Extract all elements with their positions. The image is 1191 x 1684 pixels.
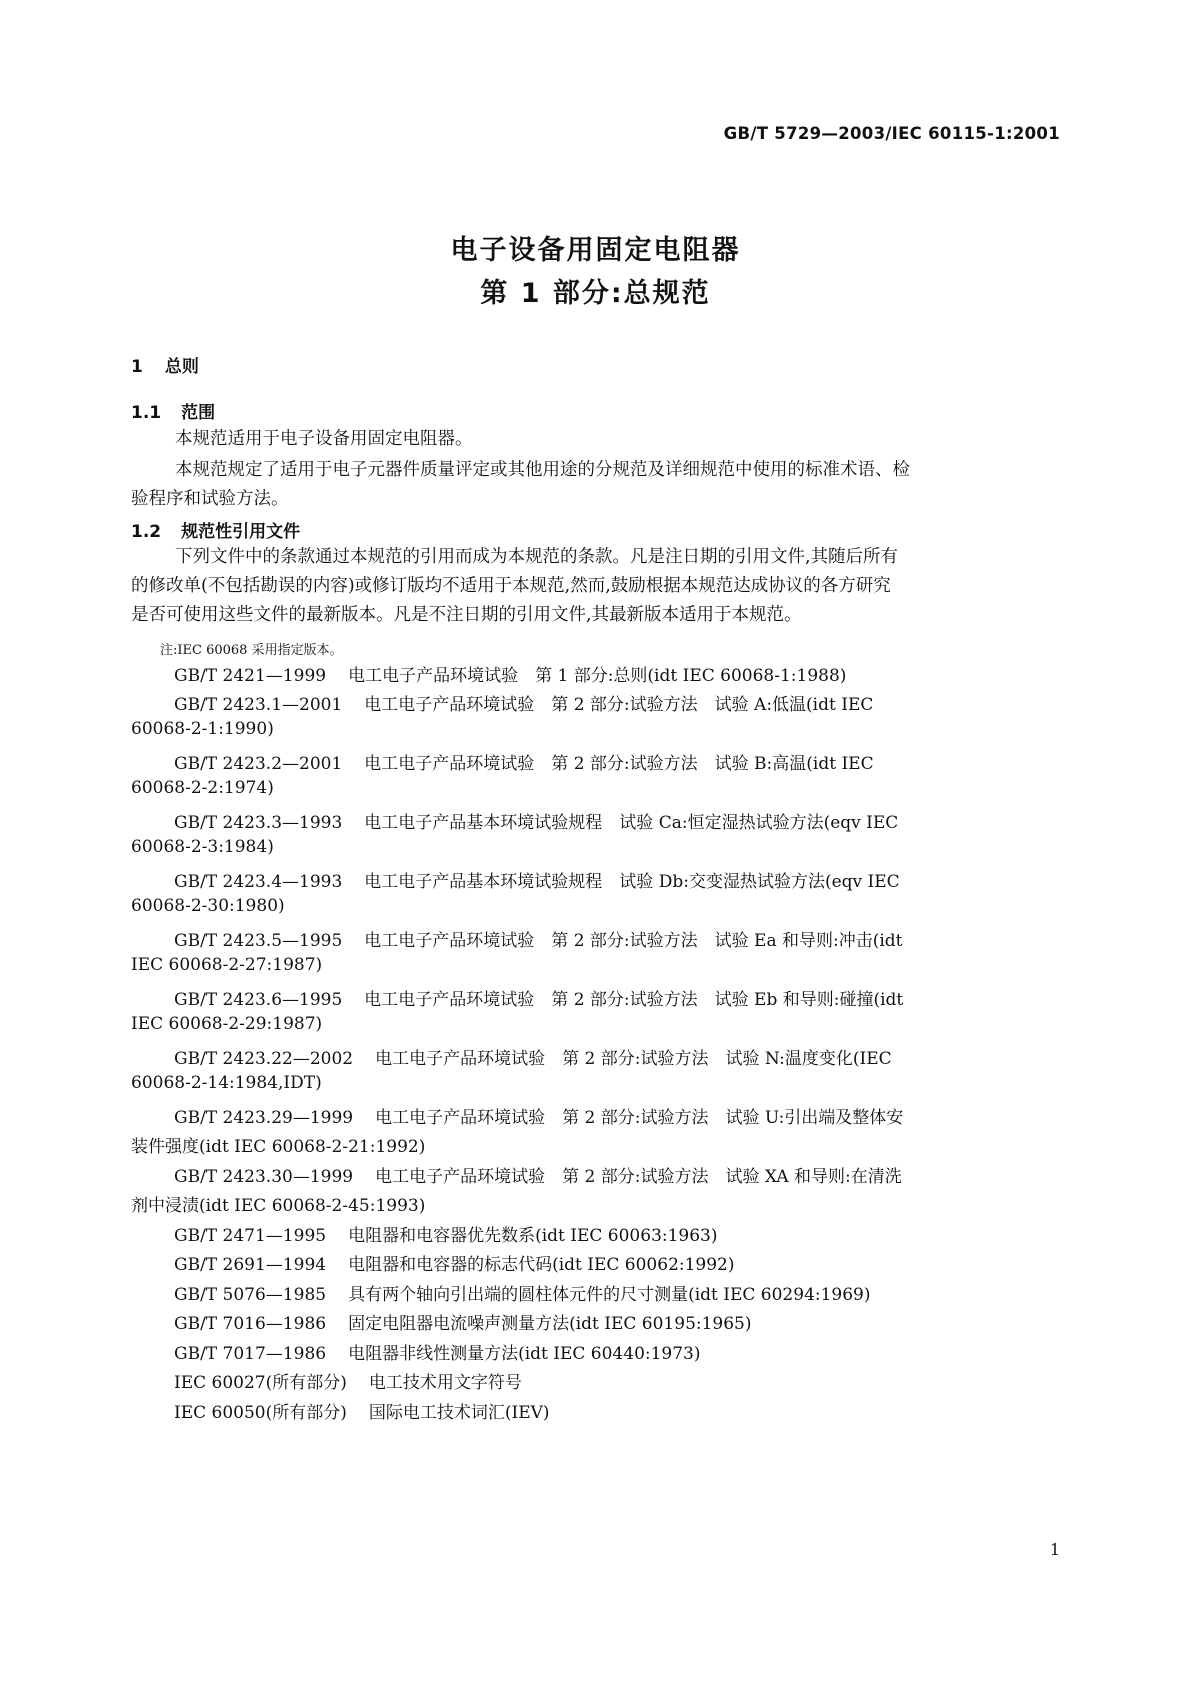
reference-item bbox=[174, 1309, 752, 1334]
reference-title: 电工电子产品基本环境试验规程 试验 Db:交变湿热试验方法(eqv IEC bbox=[364, 872, 900, 892]
reference-continuation: IEC 60068-2-27:1987) bbox=[131, 955, 323, 975]
reference-code: GB/T 2423.30—1999 bbox=[174, 1167, 354, 1187]
standard-id: GB/T 5729—2003/IEC 60115-1:2001 bbox=[723, 124, 1060, 143]
reference-item bbox=[174, 1339, 701, 1364]
reference-title: 电工电子产品环境试验 第 2 部分:试验方法 试验 B:高温(idt IEC bbox=[364, 754, 874, 774]
reference-code: GB/T 2423.5—1995 bbox=[174, 931, 343, 951]
reference-code: GB/T 2691—1994 bbox=[174, 1255, 327, 1275]
document-title: 电子设备用固定电阻器 bbox=[450, 235, 741, 266]
paragraph-line: 的修改单(不包括勘误的内容)或修订版均不适用于本规范,然而,鼓励根据本规范达成协议的各方研究 bbox=[131, 576, 891, 596]
reference-item bbox=[174, 690, 873, 715]
reference-item bbox=[174, 926, 903, 951]
paragraph-line: 本规范规定了适用于电子元器件质量评定或其他用途的分规范及详细规范中使用的标准术语、检 bbox=[175, 460, 910, 480]
paragraph: 本规范适用于电子设备用固定电阻器。 bbox=[175, 429, 473, 449]
reference-code: IEC 60050(所有部分) bbox=[174, 1403, 347, 1423]
reference-item bbox=[174, 661, 846, 686]
reference-continuation: 60068-2-2:1974) bbox=[131, 778, 274, 798]
reference-code: GB/T 7016—1986 bbox=[174, 1314, 327, 1334]
reference-continuation: 60068-2-1:1990) bbox=[131, 719, 274, 739]
reference-item bbox=[174, 1280, 871, 1305]
document-subtitle: 第 1 部分:总规范 bbox=[480, 278, 711, 309]
paragraph-line: 验程序和试验方法。 bbox=[131, 489, 289, 509]
paragraph-line: 下列文件中的条款通过本规范的引用而成为本规范的条款。凡是注日期的引用文件,其随后所有 bbox=[175, 547, 899, 567]
reference-title: 电工电子产品环境试验 第 2 部分:试验方法 试验 Ea 和导则:冲击(idt bbox=[364, 931, 903, 951]
reference-title: 具有两个轴向引出端的圆柱体元件的尺寸测量(idt IEC 60294:1969) bbox=[348, 1285, 871, 1305]
reference-code: GB/T 2423.29—1999 bbox=[174, 1108, 354, 1128]
reference-code: GB/T 7017—1986 bbox=[174, 1344, 327, 1364]
reference-item bbox=[174, 1398, 550, 1423]
reference-code: GB/T 2471—1995 bbox=[174, 1226, 327, 1246]
reference-item bbox=[174, 1103, 903, 1128]
reference-title: 电阻器和电容器优先数系(idt IEC 60063:1963) bbox=[348, 1226, 718, 1246]
reference-item bbox=[174, 1250, 735, 1275]
reference-code: IEC 60027(所有部分) bbox=[174, 1373, 347, 1393]
reference-title: 电工电子产品环境试验 第 1 部分:总则(idt IEC 60068-1:1988) bbox=[348, 666, 847, 686]
reference-code: GB/T 2421—1999 bbox=[174, 666, 327, 686]
section-number: 1.2 bbox=[131, 522, 162, 542]
reference-continuation: 60068-2-30:1980) bbox=[131, 896, 285, 916]
reference-continuation: IEC 60068-2-29:1987) bbox=[131, 1014, 323, 1034]
reference-item bbox=[174, 749, 874, 774]
reference-title: 电工电子产品基本环境试验规程 试验 Ca:恒定湿热试验方法(eqv IEC bbox=[364, 813, 899, 833]
reference-title: 电工电子产品环境试验 第 2 部分:试验方法 试验 N:温度变化(IEC bbox=[375, 1049, 892, 1069]
reference-item bbox=[174, 867, 900, 892]
section-heading-1 bbox=[131, 352, 199, 377]
reference-title: 电工电子产品环境试验 第 2 部分:试验方法 试验 U:引出端及整体安 bbox=[375, 1108, 904, 1128]
reference-item bbox=[174, 1221, 718, 1246]
reference-continuation: 装件强度(idt IEC 60068-2-21:1992) bbox=[131, 1137, 426, 1157]
reference-title: 固定电阻器电流噪声测量方法(idt IEC 60195:1965) bbox=[348, 1314, 752, 1334]
section-title: 规范性引用文件 bbox=[181, 522, 301, 542]
section-title: 范围 bbox=[181, 403, 216, 423]
reference-item bbox=[174, 1162, 902, 1187]
reference-title: 电工电子产品环境试验 第 2 部分:试验方法 试验 XA 和导则:在清洗 bbox=[375, 1167, 902, 1187]
reference-code: GB/T 5076—1985 bbox=[174, 1285, 327, 1305]
section-number: 1 bbox=[131, 357, 143, 377]
reference-code: GB/T 2423.6—1995 bbox=[174, 990, 343, 1010]
reference-title: 电工技术用文字符号 bbox=[368, 1373, 522, 1393]
reference-title: 国际电工技术词汇(IEV) bbox=[368, 1403, 550, 1423]
reference-code: GB/T 2423.2—2001 bbox=[174, 754, 343, 774]
reference-code: GB/T 2423.22—2002 bbox=[174, 1049, 354, 1069]
section-title: 总则 bbox=[164, 357, 199, 377]
reference-continuation: 60068-2-14:1984,IDT) bbox=[131, 1073, 322, 1093]
reference-code: GB/T 2423.3—1993 bbox=[174, 813, 343, 833]
reference-continuation: 剂中浸渍(idt IEC 60068-2-45:1993) bbox=[131, 1196, 426, 1216]
reference-item bbox=[174, 808, 898, 833]
section-heading-1-2 bbox=[131, 517, 300, 542]
reference-item bbox=[174, 985, 903, 1010]
paragraph-line: 是否可使用这些文件的最新版本。凡是不注日期的引用文件,其最新版本适用于本规范。 bbox=[131, 605, 802, 625]
reference-continuation: 60068-2-3:1984) bbox=[131, 837, 274, 857]
reference-title: 电阻器非线性测量方法(idt IEC 60440:1973) bbox=[348, 1344, 701, 1364]
reference-title: 电工电子产品环境试验 第 2 部分:试验方法 试验 Eb 和导则:碰撞(idt bbox=[364, 990, 904, 1010]
reference-code: GB/T 2423.4—1993 bbox=[174, 872, 343, 892]
note: 注:IEC 60068 采用指定版本。 bbox=[160, 643, 343, 658]
reference-title: 电工电子产品环境试验 第 2 部分:试验方法 试验 A:低温(idt IEC bbox=[364, 695, 874, 715]
section-number: 1.1 bbox=[131, 403, 162, 423]
page-number: 1 bbox=[1049, 1540, 1060, 1559]
reference-item bbox=[174, 1368, 522, 1393]
reference-code: GB/T 2423.1—2001 bbox=[174, 695, 343, 715]
section-heading-1-1 bbox=[131, 398, 215, 423]
reference-title: 电阻器和电容器的标志代码(idt IEC 60062:1992) bbox=[348, 1255, 735, 1275]
reference-item bbox=[174, 1044, 892, 1069]
